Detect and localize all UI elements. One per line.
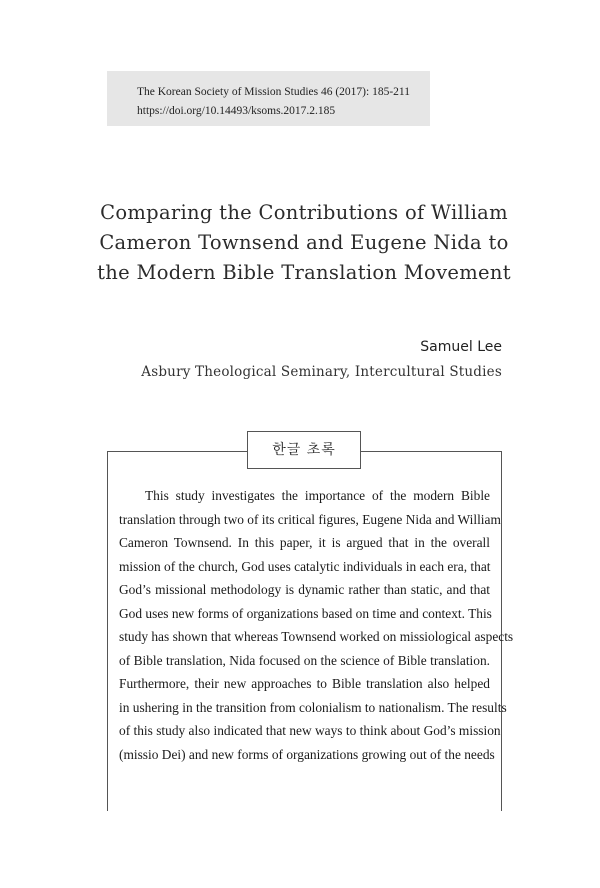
- abstract-line: This study investigates the importance of the modern Bible: [145, 488, 490, 503]
- abstract-body: [119, 484, 514, 766]
- author-name: Samuel Lee: [420, 339, 502, 355]
- abstract-heading: 한글 초록: [247, 431, 361, 469]
- abstract-line: translation through two of its critical figures, Eugene Nida and William: [119, 511, 501, 527]
- paper-title: [60, 198, 548, 288]
- title-line-2: Cameron Townsend and Eugene Nida to: [99, 231, 509, 254]
- abstract-line: of this study also indicated that new ways to think about God’s mission: [119, 723, 501, 738]
- abstract-line: in ushering in the transition from colonialism to nationalism. The results: [119, 699, 507, 715]
- abstract-line: God uses new forms of organizations based on time and context. This: [119, 605, 492, 621]
- author-affiliation: Asbury Theological Seminary, Intercultural Studies: [141, 364, 502, 380]
- title-line-3: the Modern Bible Translation Movement: [97, 261, 511, 284]
- abstract-line: of Bible translation, Nida focused on the science of Bible translation.: [119, 652, 490, 668]
- abstract-line: study has shown that whereas Townsend worked on missiological aspects: [119, 629, 514, 644]
- title-line-1: Comparing the Contributions of William: [100, 201, 508, 224]
- abstract-line: God’s missional methodology is dynamic rather than static, and that: [119, 582, 490, 597]
- abstract-line: mission of the church, God uses catalytic individuals in each era, that: [119, 558, 491, 574]
- abstract-line: (missio Dei) and new forms of organizations growing out of the needs: [119, 746, 495, 762]
- journal-header: [107, 71, 430, 126]
- journal-citation: The Korean Society of Mission Studies 46 (2017): 185-211: [137, 86, 410, 98]
- abstract-line: Cameron Townsend. In this paper, it is argued that in the overall: [119, 535, 490, 550]
- doi-link[interactable]: https://doi.org/10.14493/ksoms.2017.2.185: [137, 105, 336, 117]
- abstract-line: Furthermore, their new approaches to Bible translation also helped: [119, 676, 490, 691]
